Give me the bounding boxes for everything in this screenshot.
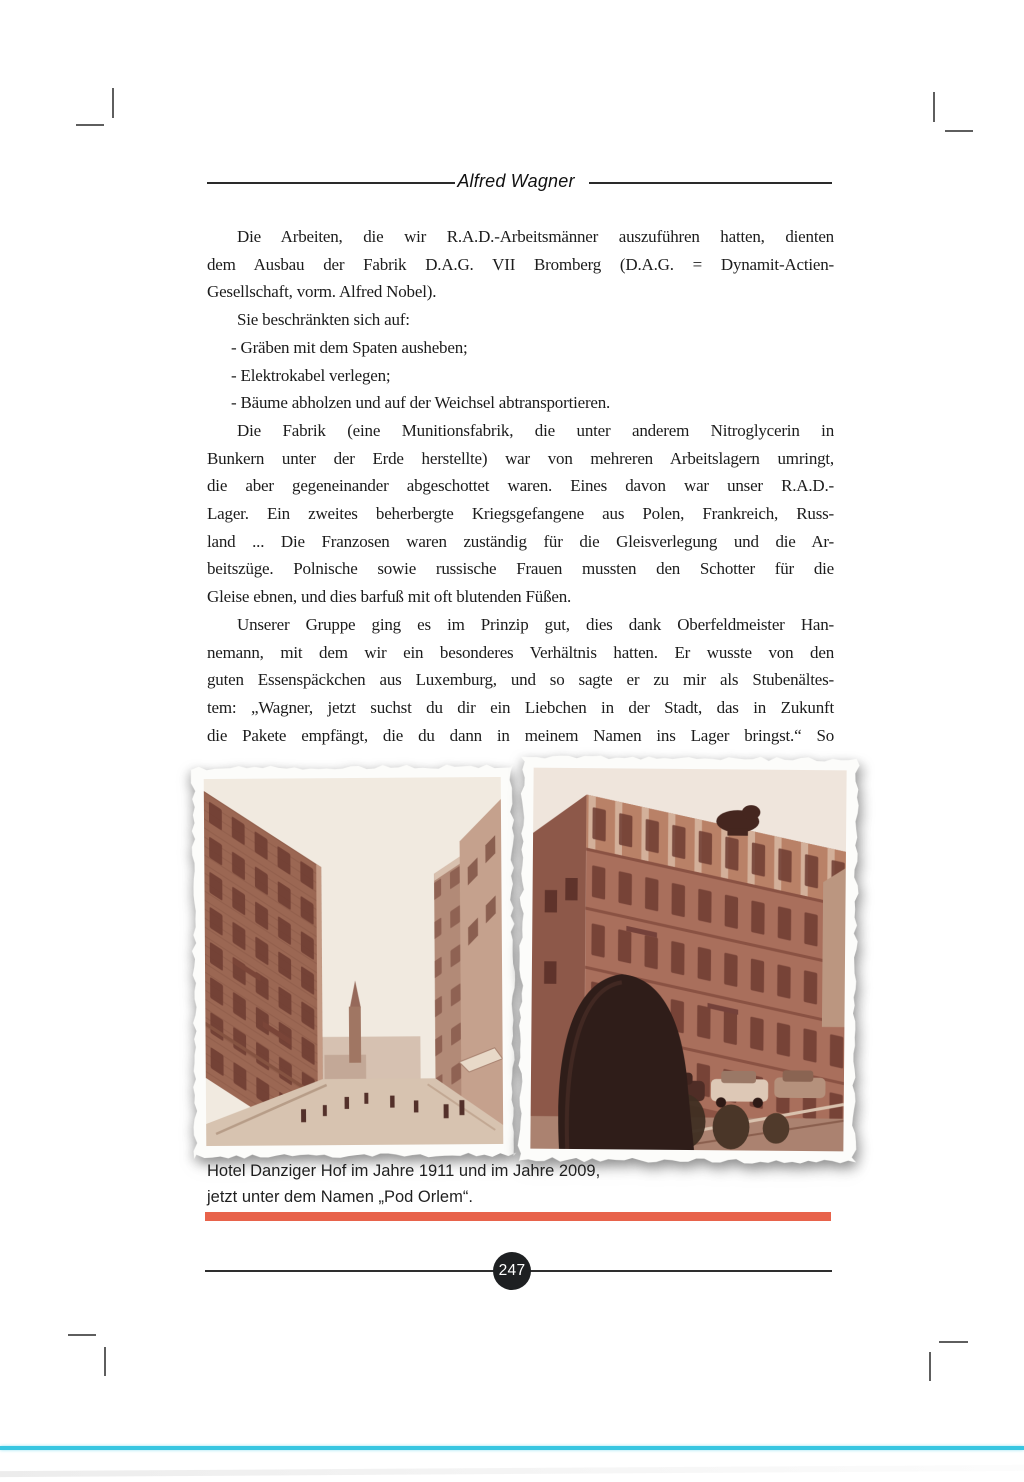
caption-line-1: Hotel Danziger Hof im Jahre 1911 und im Jahre 2009,: [207, 1162, 601, 1180]
body-line: - Bäume abholzen und auf der Weichsel abtransportieren.: [231, 393, 611, 413]
scan-artifact-line: [0, 1465, 1024, 1477]
photo-2009: [517, 755, 860, 1165]
body-line: - Gräben mit dem Spaten ausheben;: [231, 337, 468, 357]
photo-caption: [207, 1158, 827, 1210]
body-line: Bunkern unter der Erde herstellte) war von mehreren Arbeitslagern umringt,: [207, 448, 834, 468]
crop-mark-top-left-v: [112, 88, 114, 118]
page-number-badge: 247: [493, 1252, 531, 1290]
body-line: beitszüge. Polnische sowie russische Frauen mussten den Schotter für die: [207, 559, 834, 579]
photo-1911-wrapper: [191, 764, 517, 1159]
photo-1911: [191, 764, 517, 1159]
body-line: Gleise ebnen, und dies barfuß mit oft blutenden Füßen.: [207, 587, 572, 607]
body-line: Sie beschränkten sich auf:: [237, 310, 410, 330]
body-line: Gesellschaft, vorm. Alfred Nobel).: [207, 282, 437, 302]
crop-mark-bottom-right-v: [929, 1352, 931, 1381]
body-line: dem Ausbau der Fabrik D.A.G. VII Bromberg (D.A.G. = Dynamit-Actien-: [207, 254, 834, 274]
body-text: [207, 223, 834, 749]
page-header-author: Alfred Wagner: [457, 171, 575, 191]
body-line: Die Arbeiten, die wir R.A.D.-Arbeitsmänner auszuführen hatten, dienten: [237, 227, 834, 246]
body-line: die aber gegeneinander abgeschottet waren. Eines davon war unser R.A.D.-: [207, 476, 834, 496]
body-line: Unserer Gruppe ging es im Prinzip gut, dies dank Oberfeldmeister Han-: [237, 614, 834, 634]
accent-bar: [205, 1212, 831, 1221]
crop-mark-bottom-right-h: [939, 1341, 968, 1343]
body-line: - Elektrokabel verlegen;: [231, 365, 391, 385]
header-rule-left: [207, 182, 455, 184]
body-line: land ... Die Franzosen waren zuständig für die Gleisverlegung und die Ar-: [207, 531, 834, 551]
crop-mark-top-right-v: [933, 92, 935, 122]
cyan-trim-line: [0, 1446, 1024, 1450]
caption-line-2: jetzt unter dem Namen „Pod Orlem“.: [207, 1188, 473, 1206]
crop-mark-top-left-h: [76, 124, 104, 126]
body-line: tem: „Wagner, jetzt suchst du dir ein Liebchen in der Stadt, das in Zukunft: [207, 697, 834, 717]
header-rule-right: [589, 182, 832, 184]
body-line: Lager. Ein zweites beherbergte Kriegsgefangene aus Polen, Frankreich, Russ-: [207, 504, 834, 524]
crop-mark-bottom-left-v: [104, 1347, 106, 1376]
body-line: Die Fabrik (eine Munitionsfabrik, die unter anderem Nitroglycerin in: [237, 420, 834, 440]
crop-mark-bottom-left-h: [68, 1334, 96, 1336]
photo-2009-scene: [530, 768, 846, 1152]
crop-mark-top-right-h: [945, 130, 973, 132]
photo-2009-wrapper: [517, 755, 860, 1165]
body-line: die Pakete empfängt, die du dann in meinem Namen ins Lager bringst.“ So: [207, 725, 834, 745]
photo-1911-scene: [204, 777, 504, 1146]
body-line: guten Essenspäckchen aus Luxemburg, und so sagte er zu mir als Stubenältes-: [207, 670, 834, 690]
body-line: nemann, mit dem wir ein besonderes Verhältnis hatten. Er wusste von den: [207, 642, 834, 662]
